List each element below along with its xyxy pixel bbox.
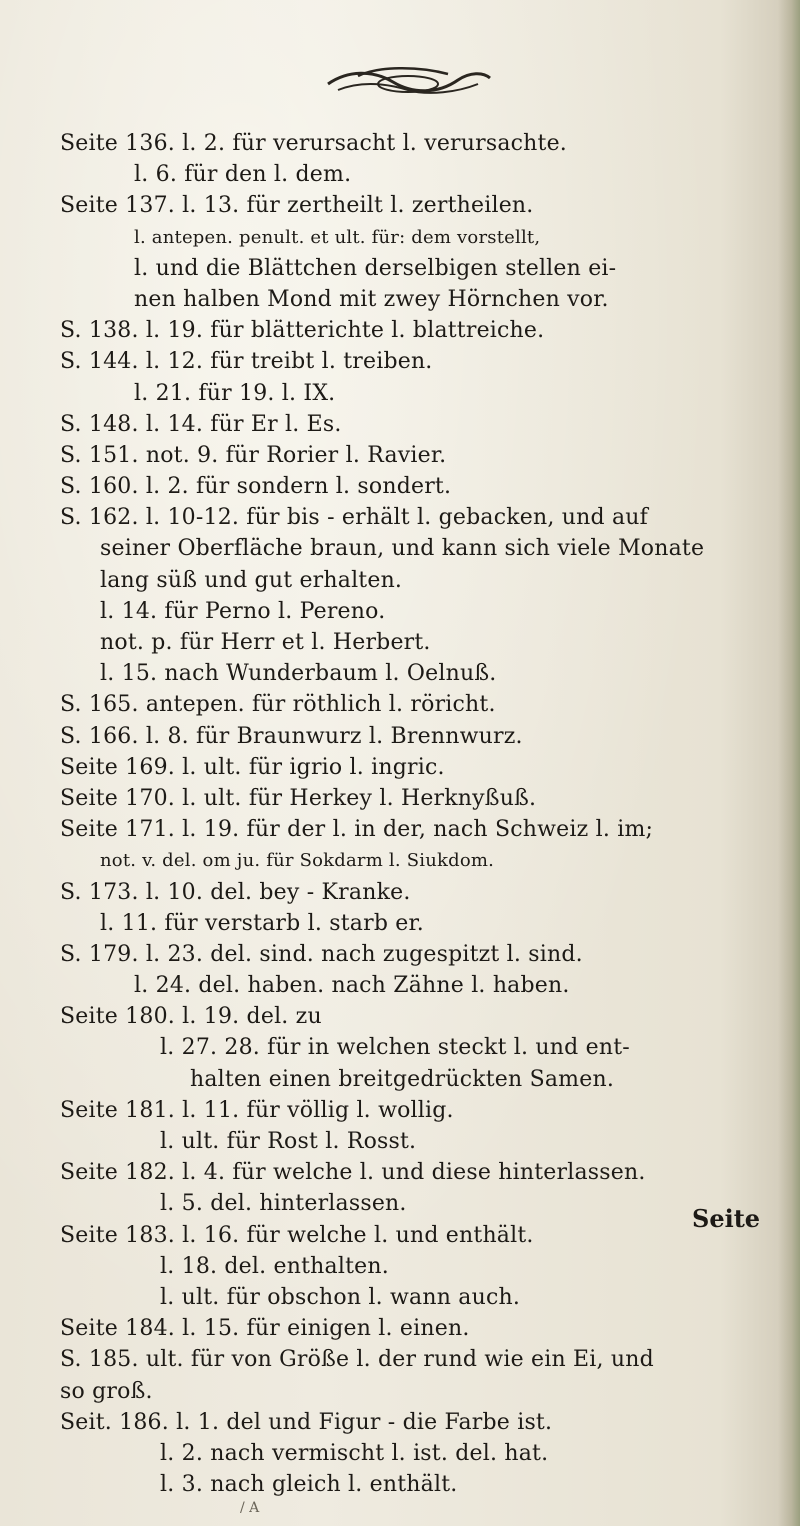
errata-line: nen halben Mond mit zwey Hörnchen vor. [134,286,609,312]
errata-line: S. 160. l. 2. für sondern l. sondert. [60,474,452,500]
errata-line: l. 21. für 19. l. IX. [134,380,336,406]
errata-line: l. 14. für Perno l. Pereno. [100,598,386,624]
errata-line: Seite 169. l. ult. für igrio l. ingric. [60,754,445,780]
bottom-mark: / A [240,1500,260,1516]
errata-line: Seite 180. l. 19. del. zu [60,1004,322,1030]
errata-line: l. ult. für obschon l. wann auch. [160,1284,521,1310]
errata-line: Seite 170. l. ult. für Herkey l. Herknyßuß. [60,785,537,811]
errata-line: Seite 181. l. 11. für völlig l. wollig. [60,1097,454,1123]
errata-line: so groß. [60,1378,153,1404]
vignette-icon [318,62,498,102]
errata-line: S. 179. l. 23. del. sind. nach zugespitzt l. sind. [60,941,583,967]
errata-line: l. ult. für Rost l. Rosst. [160,1129,417,1154]
errata-line: seiner Oberfläche braun, und kann sich viele Monate [100,536,705,562]
errata-line: S. 138. l. 19. für blätterichte l. blattreiche. [60,318,545,344]
errata-line: l. 6. für den l. dem. [134,162,352,188]
errata-line: S. 148. l. 14. für Er l. Es. [60,411,342,437]
errata-line: l. 27. 28. für in welchen steckt l. und ent- [160,1035,630,1061]
errata-line: l. 15. nach Wunderbaum l. Oelnuß. [100,661,497,687]
errata-line: l. 2. nach vermischt l. ist. del. hat. [160,1440,549,1466]
errata-line: S. 151. not. 9. für Rorier l. Ravier. [60,442,447,468]
errata-line: S. 165. antepen. für röthlich l. röricht. [60,692,496,718]
errata-line: S. 144. l. 12. für treibt l. treiben. [60,349,433,375]
errata-line: l. 3. nach gleich l. enthält. [160,1472,458,1498]
errata-line: Seite 183. l. 16. für welche l. und enthält. [60,1222,534,1248]
errata-line: l. 5. del. hinterlassen. [160,1191,407,1217]
errata-line: l. und die Blättchen derselbigen stellen ei- [134,255,617,281]
errata-line: Seit. 186. l. 1. del und Figur - die Farbe ist. [60,1409,553,1435]
errata-line: Seite 136. l. 2. für verursacht l. verursachte. [60,131,567,156]
catchword: Seite [692,1204,761,1233]
errata-line: S. 166. l. 8. für Braunwurz l. Brennwurz. [60,723,523,749]
errata-line: Seite 137. l. 13. für zertheilt l. zertheilen. [60,193,534,219]
errata-list [60,128,780,1500]
errata-line: Seite 182. l. 4. für welche l. und diese hinterlassen. [60,1160,646,1186]
errata-line: l. antepen. penult. et ult. für: dem vorstellt, [134,226,541,248]
errata-line: Seite 171. l. 19. für der l. in der, nach Schweiz l. im; [60,817,654,843]
errata-line: Seite 184. l. 15. für einigen l. einen. [60,1316,470,1342]
page-edge-shadow [778,0,800,1526]
errata-line: S. 185. ult. für von Größe l. der rund wie ein Ei, und [60,1347,654,1373]
errata-line: S. 162. l. 10-12. für bis - erhält l. gebacken, und auf [60,505,649,531]
errata-line: halten einen breitgedrückten Samen. [190,1066,615,1092]
errata-line: l. 18. del. enthalten. [160,1253,389,1279]
errata-line: l. 24. del. haben. nach Zähne l. haben. [134,973,570,999]
errata-line: lang süß und gut erhalten. [100,567,403,593]
errata-line: S. 173. l. 10. del. bey - Kranke. [60,879,411,905]
errata-line: l. 11. für verstarb l. starb er. [100,910,425,936]
errata-line: not. p. für Herr et l. Herbert. [100,630,431,655]
errata-line: not. v. del. om ju. für Sokdarm l. Siukdom. [100,850,495,872]
